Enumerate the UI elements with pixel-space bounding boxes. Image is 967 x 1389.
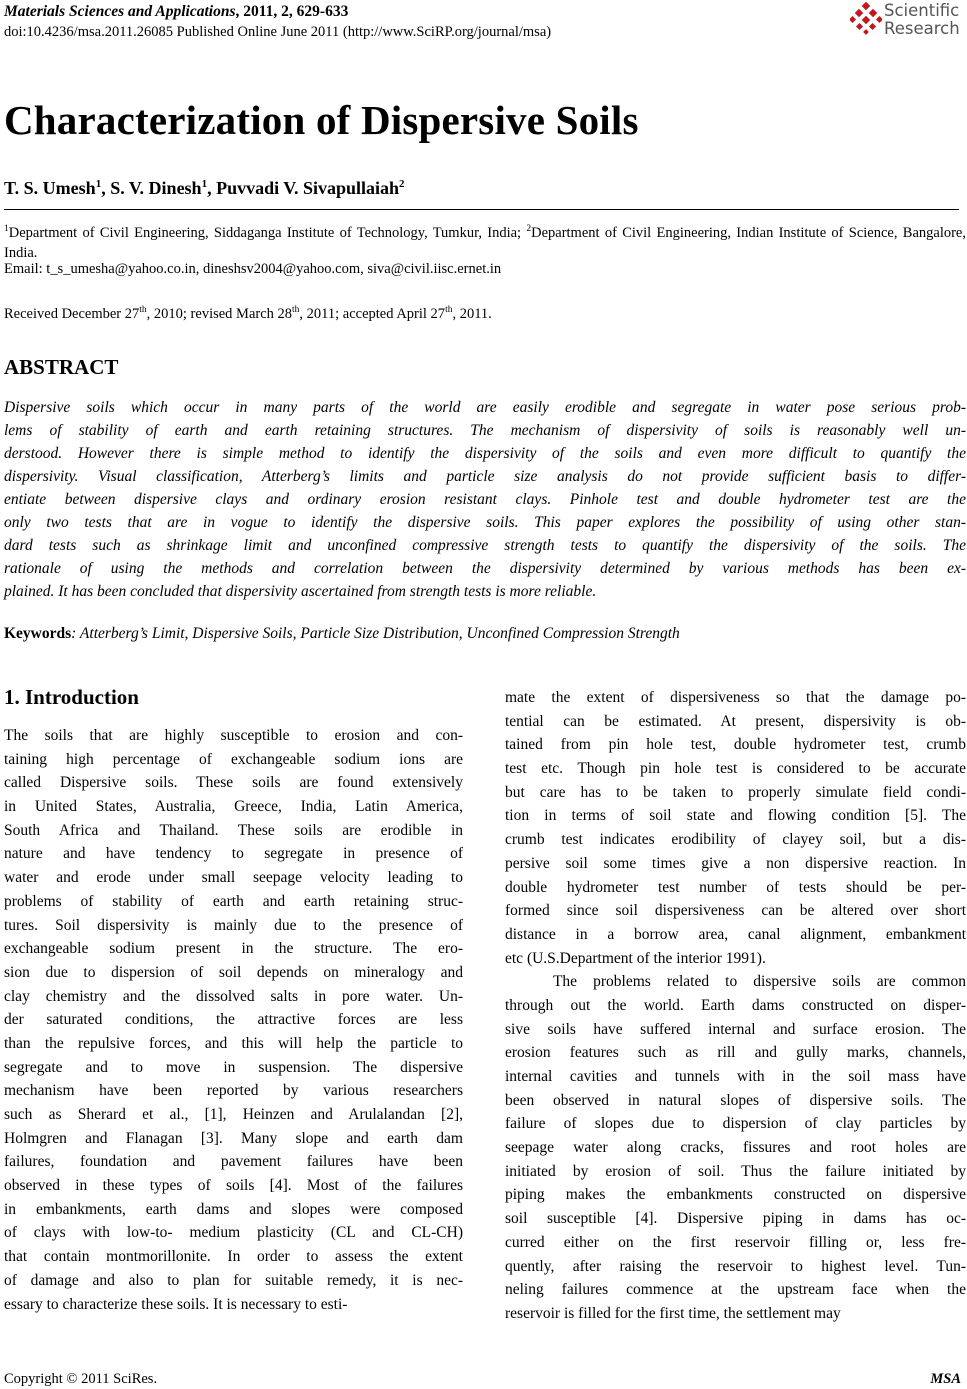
body-line: persive soil some times give a non dispersive reaction. In (505, 854, 966, 872)
author-emails: Email: t_s_umesha@yahoo.co.in, dineshsv2004@yahoo.com, siva@civil.iisc.ernet.in (4, 261, 502, 277)
body-line: double hydrometer test number of tests should be per- (505, 878, 966, 896)
body-line: mechanism have been reported by various researchers (4, 1082, 463, 1100)
body-line: The soils that are highly susceptible to erosion and con- (4, 727, 463, 744)
body-line: such as Sherard et al., [1], Heinzen and Arulalandan [2], (4, 1106, 463, 1123)
body-line: tion in terms of soil state and flowing condition [5]. The (505, 807, 966, 825)
affil-1-text: Department of Civil Engineering, Siddaganga Institute of Technology, Tumkur, India; (8, 224, 527, 241)
abstract-line: only two tests that are in vogue to identify the dispersive soils. This paper explores the possibility of using other stan- (4, 514, 966, 531)
author-2: , S. V. Dinesh (101, 178, 202, 198)
body-line: seepage water along cracks, fissures and root holes are (505, 1139, 966, 1157)
abstract-body (4, 396, 966, 603)
received-date: Received December 27 (4, 305, 140, 322)
affiliations (4, 219, 966, 263)
body-line: etc (U.S.Department of the interior 1991). (505, 949, 766, 967)
abstract-line: dard tests such as shrinkage limit and unconfined compressive strength tests to quantify the dispersivity of the soils. The (4, 537, 966, 554)
body-line: taining high percentage of exchangeable sodium ions are (4, 750, 463, 768)
revised-sup: th (292, 305, 300, 315)
body-line: problems of stability of earth and earth retaining struc- (4, 892, 463, 910)
body-line: piping makes the embankments constructed on dispersive (505, 1186, 966, 1204)
body-line: soil susceptible [4]. Dispersive piping in dams has oc- (505, 1210, 966, 1228)
keywords-label: Keywords (4, 625, 72, 642)
body-line: nature and have tendency to segregate in presence of (4, 845, 463, 863)
affil-1-mark: 1 (4, 224, 9, 234)
header-divider (4, 209, 959, 210)
body-line: observed in these types of soils [4]. Most of the failures (4, 1177, 463, 1195)
body-line: water and erode under small seepage velocity leading to (4, 869, 463, 887)
body-line: quently, after raising the reservoir to highest level. Tun- (505, 1257, 966, 1275)
body-line: initiated by erosion of soil. Thus the failure initiated by (505, 1162, 966, 1180)
body-line: segregate and to move in suspension. The dispersive (4, 1058, 463, 1076)
author-3-affil: 2 (399, 178, 405, 190)
accepted-year: , 2011. (452, 305, 492, 322)
body-line: been observed in natural slopes of dispersive soils. The (505, 1091, 966, 1109)
body-line: in embankments, earth dams and slopes were composed (4, 1200, 463, 1218)
abstract-line: rationale of using the methods and correlation between the dispersivity determined by various methods has been ex- (4, 560, 966, 577)
body-line: of clays with low-to- medium plasticity (CL and CL-CH) (4, 1224, 463, 1242)
body-line: through out the world. Earth dams constructed on disper- (505, 996, 966, 1014)
body-line: tential can be estimated. At present, dispersivity is ob- (505, 712, 966, 730)
body-line: tained from pin hole test, double hydrometer test, crumb (505, 736, 966, 754)
body-line: der saturated conditions, the attractive forces are less (4, 1011, 463, 1029)
body-line: failures, foundation and pavement failures have been (4, 1153, 463, 1171)
body-line: neling failures commence at the upstream face when the (505, 1281, 966, 1299)
journal-volume: , 2011, 2, 629-633 (235, 3, 349, 20)
body-line: reservoir is filled for the first time, the settlement may (505, 1304, 841, 1322)
body-line: of damage and also to plan for suitable remedy, it is nec- (4, 1271, 463, 1289)
body-line: The problems related to dispersive soils are common (505, 973, 966, 991)
section-heading-introduction: 1. Introduction (4, 685, 139, 709)
abstract-line: entiate between dispersive clays and ordinary erosion resistant clays. Pinhole test and double hydrometer test are the (4, 491, 966, 508)
author-3: , Puvvadi V. Sivapullaiah (207, 178, 399, 198)
body-line: erosion features such as rill and gully marks, channels, (505, 1044, 966, 1062)
body-line: tures. Soil dispersivity is mainly due to the presence of (4, 916, 463, 934)
body-column-right (505, 686, 966, 1326)
affil-2-mark: 2 (526, 224, 532, 234)
affil-2-text: Department of Civil Engineering, Indian Institute of Science, Bangalore, India. (4, 224, 966, 261)
body-line: clay chemistry and the dissolved salts in pore water. Un- (4, 987, 463, 1005)
body-line: Holmgren and Flanagan [3]. Many slope and earth dam (4, 1129, 463, 1147)
body-line: called Dispersive soils. These soils are found extensively (4, 774, 463, 792)
author-2-affil: 1 (201, 178, 208, 190)
body-line: sion due to dispersion of soil depends on mineralogy and (4, 963, 463, 981)
body-line: failure of slopes due to dispersion of clay particles by (505, 1115, 966, 1133)
abstract-line: derstood. However there is simple method to identify the dispersivity of the soils and even more difficult to quantify the (4, 445, 966, 462)
author-list (4, 178, 405, 199)
footer-copyright: Copyright © 2011 SciRes. (4, 1371, 158, 1387)
body-line: sive soils have suffered internal and surface erosion. The (505, 1020, 966, 1038)
doi-line: doi:10.4236/msa.2011.26085 Published Online June 2011 (http://www.SciRP.org/journal/msa) (4, 24, 552, 40)
journal-name: Materials Sciences and Applications (4, 3, 236, 20)
body-line: South Africa and Thailand. These soils are erodible in (4, 821, 463, 839)
abstract-line: dispersivity. Visual classification, Atterberg’s limits and particle size analysis do not provide sufficient basis to differ- (4, 468, 966, 485)
logo-text (884, 2, 960, 38)
body-line: internal cavities and tunnels with in the soil mass have (505, 1068, 966, 1085)
body-line: test etc. Though pin hole test is considered to be accurate (505, 760, 966, 778)
accepted-date: , 2011; accepted April 27 (299, 305, 446, 322)
keywords (4, 625, 680, 643)
body-line: essary to characterize these soils. It is necessary to esti- (4, 1295, 348, 1313)
received-dates (4, 305, 492, 323)
keywords-text: : Atterberg’s Limit, Dispersive Soils, Particle Size Distribution, Unconfined Compression Strength (71, 625, 680, 642)
body-line: exchangeable sodium present in the structure. The ero- (4, 940, 463, 958)
body-line: that contain montmorillonite. In order to assess the extent (4, 1248, 463, 1266)
body-line: but care has to be taken to properly simulate field condi- (505, 783, 966, 801)
body-line: mate the extent of dispersiveness so that the damage po- (505, 689, 966, 706)
body-column-left (4, 724, 463, 1316)
body-line: formed since soil dispersiveness can be altered over short (505, 902, 966, 920)
abstract-heading: ABSTRACT (4, 355, 119, 379)
journal-citation (4, 3, 348, 21)
scientific-research-logo (850, 2, 965, 44)
abstract-line: plained. It has been concluded that dispersivity ascertained from strength tests is more reliable. (4, 583, 597, 600)
footer-journal-abbr: MSA (930, 1371, 961, 1387)
body-line: than the repulsive forces, and this will help the particle to (4, 1034, 463, 1052)
logo-line-1: Scientific (884, 1, 960, 20)
body-line: curred either on the first reservoir filling or, less fre- (505, 1233, 966, 1251)
logo-line-2: Research (884, 19, 960, 38)
body-line: distance in a borrow area, canal alignment, embankment (505, 925, 966, 943)
paper-title: Characterization of Dispersive Soils (4, 97, 639, 143)
body-line: crumb test indicates erodibility of clayey soil, but a dis- (505, 831, 966, 849)
author-1-affil: 1 (95, 178, 102, 190)
abstract-line: Dispersive soils which occur in many parts of the world are easily erodible and segregate in water pose serious prob- (4, 399, 966, 416)
abstract-line: lems of stability of earth and earth retaining structures. The mechanism of dispersivity of soils is reasonably well un- (4, 422, 966, 439)
received-sup: th (139, 305, 147, 315)
logo-mark-icon (850, 2, 882, 36)
accepted-sup: th (445, 305, 453, 315)
author-1: T. S. Umesh (4, 178, 96, 198)
body-line: in United States, Australia, Greece, India, Latin America, (4, 798, 463, 816)
revised-date: , 2010; revised March 28 (146, 305, 293, 322)
